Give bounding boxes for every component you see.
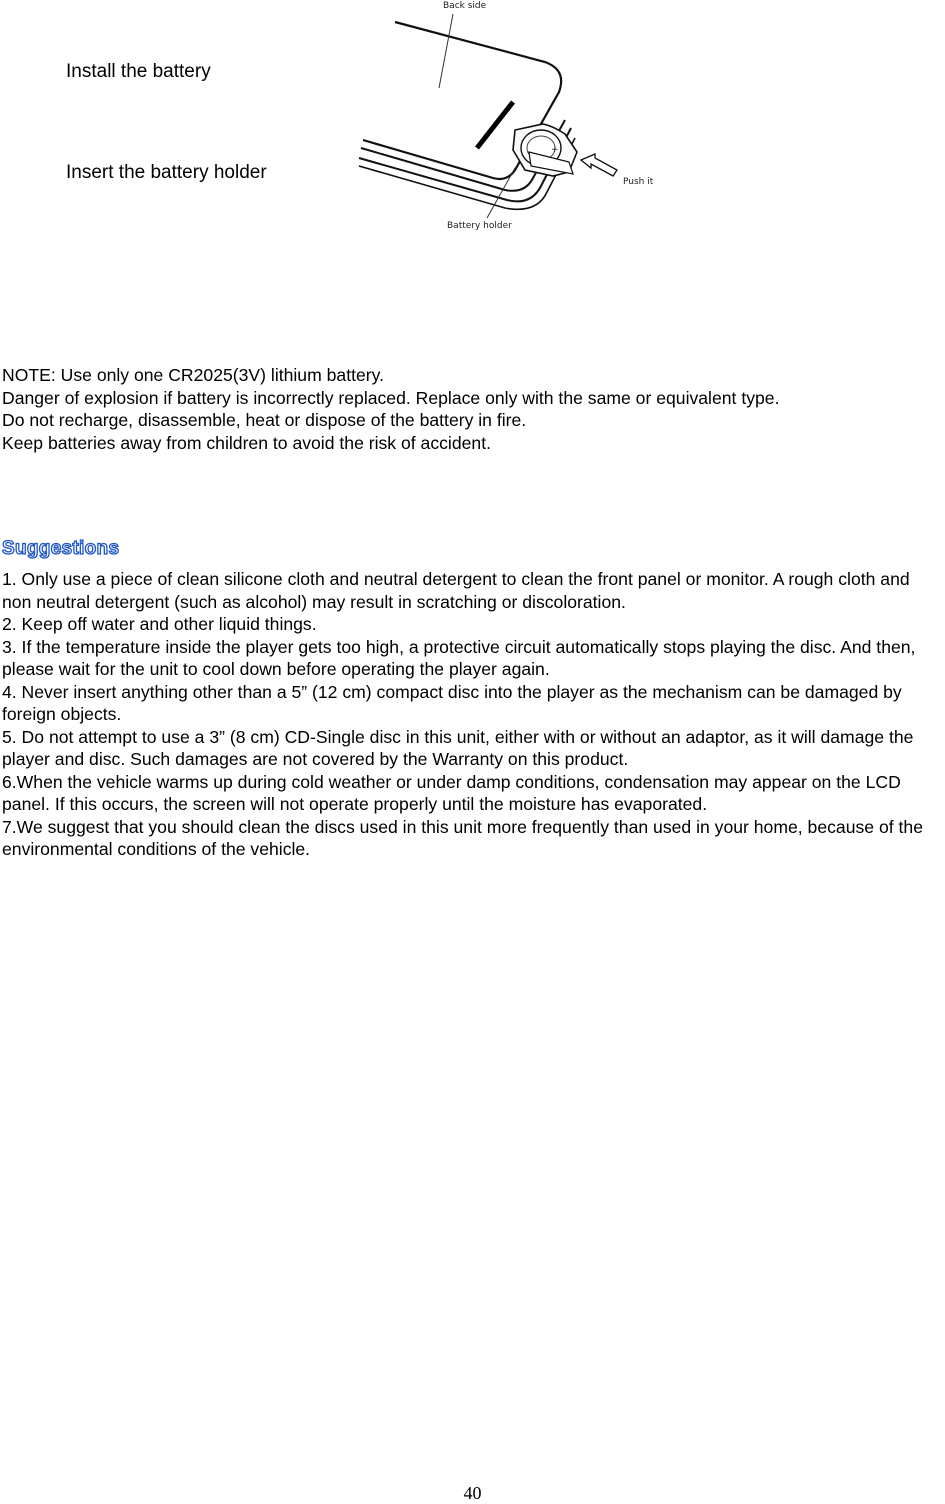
suggestion-item: 6.When the vehicle warms up during cold weather or under damp conditions, condensation may appear on the LCD panel. If this occurs, the screen will not operate properly until the moisture has evaporated.	[2, 771, 901, 814]
push-it-callout: Push it	[623, 177, 654, 187]
suggestion-item: 3. If the temperature inside the player gets too high, a protective circuit automatically stops playing the disc. And then, please wait for the unit to cool down before operating the player again.	[2, 636, 916, 679]
suggestion-item: 1. Only use a piece of clean silicone cloth and neutral detergent to clean the front panel or monitor. A rough cloth and non neutral detergent (such as alcohol) may result in scratching or discoloration.	[2, 569, 910, 612]
back-side-callout: Back side	[443, 1, 487, 11]
note-line: Do not recharge, disassemble, heat or dispose of the battery in fire.	[2, 410, 527, 430]
suggestion-item: 7.We suggest that you should clean the discs used in this unit more frequently than used in your home, because of the environmental conditions of the vehicle.	[2, 816, 923, 859]
suggestions-list	[2, 568, 943, 861]
note-line: NOTE: Use only one CR2025(3V) lithium battery.	[2, 365, 385, 385]
suggestion-item: 5. Do not attempt to use a 3” (8 cm) CD-Single disc in this unit, either with or without an adaptor, as it will damage the player and disc. Such damages are not covered by the Warranty on this product.	[2, 726, 914, 769]
page-number: 40	[463, 1483, 482, 1503]
suggestion-item: 2. Keep off water and other liquid things.	[2, 614, 317, 634]
note-line: Keep batteries away from children to avoid the risk of accident.	[2, 432, 491, 453]
note-line: Danger of explosion if battery is incorrectly replaced. Replace only with the same or equivalent type.	[2, 387, 780, 408]
battery-plus-label: +	[551, 145, 559, 155]
battery-holder-callout: Battery holder	[447, 221, 512, 231]
suggestions-heading: Suggestions	[2, 538, 120, 559]
suggestion-item: 4. Never insert anything other than a 5” (12 cm) compact disc into the player as the mechanism can be damaged by foreign objects.	[2, 681, 902, 724]
insert-holder-label: Insert the battery holder	[66, 162, 267, 183]
install-battery-label: Install the battery	[66, 61, 211, 82]
battery-note	[2, 364, 943, 454]
remote-battery-diagram	[355, 0, 675, 240]
